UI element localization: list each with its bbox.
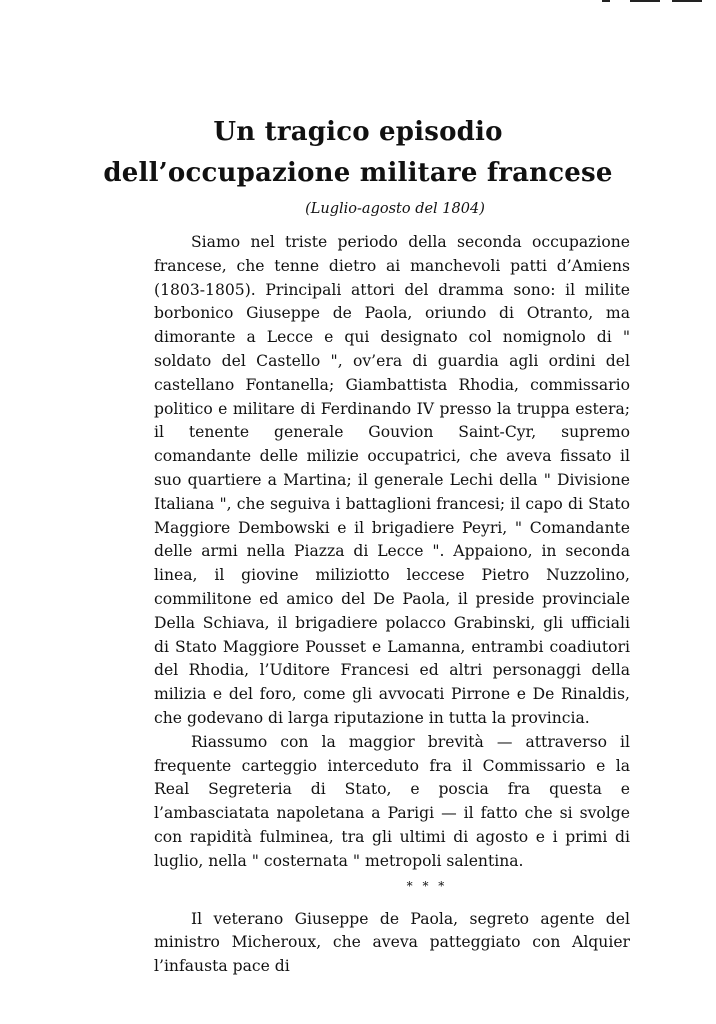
title-line-2: dell’occupazione militare francese — [103, 158, 613, 188]
section-separator: * * * — [406, 878, 448, 893]
top-edge-mark — [602, 0, 610, 2]
top-edge-mark — [630, 0, 660, 2]
paragraph-summary: Riassumo con la maggior brevità — attraverso il frequente carteggio interceduto fra il Commissario e la Real Segreteria di Stato, e poscia fra questa e l’ambasciatata napoletana a Parigi — il fatto che si svolge con rapidità fulminea, tra gli ultimi di agosto e i primi di luglio, nella " costernata " metropoli salentina. — [154, 732, 630, 870]
title-line-1: Un tragico episodio — [213, 117, 503, 147]
top-edge-mark — [672, 0, 702, 2]
paragraph-narrative: Il veterano Giuseppe de Paola, segreto agente del ministro Micheroux, che aveva patteggiato con Alquier l’infausta pace di — [154, 909, 630, 976]
subtitle-date: (Luglio-agosto del 1804) — [305, 201, 485, 217]
article-body — [154, 231, 630, 979]
paragraph-intro: Siamo nel triste periodo della seconda occupazione francese, che tenne dietro ai manchevoli patti d’Amiens (1803-1805). Principali attori del dramma sono: il milite borbonico Giuseppe de Paola, oriundo di Otranto, ma dimorante a Lecce e qui designato col nomignolo di " soldato del Castello ", ov’era di guardia agli ordini del castellano Fontanella; Giambattista Rhodia, commissario politico e militare di Ferdinando IV presso la truppa estera; il tenente generale Gouvion Saint-Cyr, supremo comandante delle milizie occupatrici, che aveva fissato il suo quartiere a Martina; il generale Lechi della " Divisione Italiana ", che seguiva i battaglioni francesi; il capo di Stato Maggiore Dembowski e il brigadiere Peyri, " Comandante delle armi nella Piazza di Lecce ". Appaiono, in seconda linea, il giovine miliziotto leccese Pietro Nuzzolino, commilitone ed amico del De Paola, il preside provinciale Della Schiava, il brigadiere polacco Grabinski, gli ufficiali di Stato Maggiore Pousset e Lamanna, entrambi coadiutori del Rhodia, l’Uditore Francesi ed altri personaggi della milizia e del foro, come gli avvocati Pirrone e De Rinaldis, che godevano di larga riputazione in tutta la provincia. — [154, 233, 630, 727]
